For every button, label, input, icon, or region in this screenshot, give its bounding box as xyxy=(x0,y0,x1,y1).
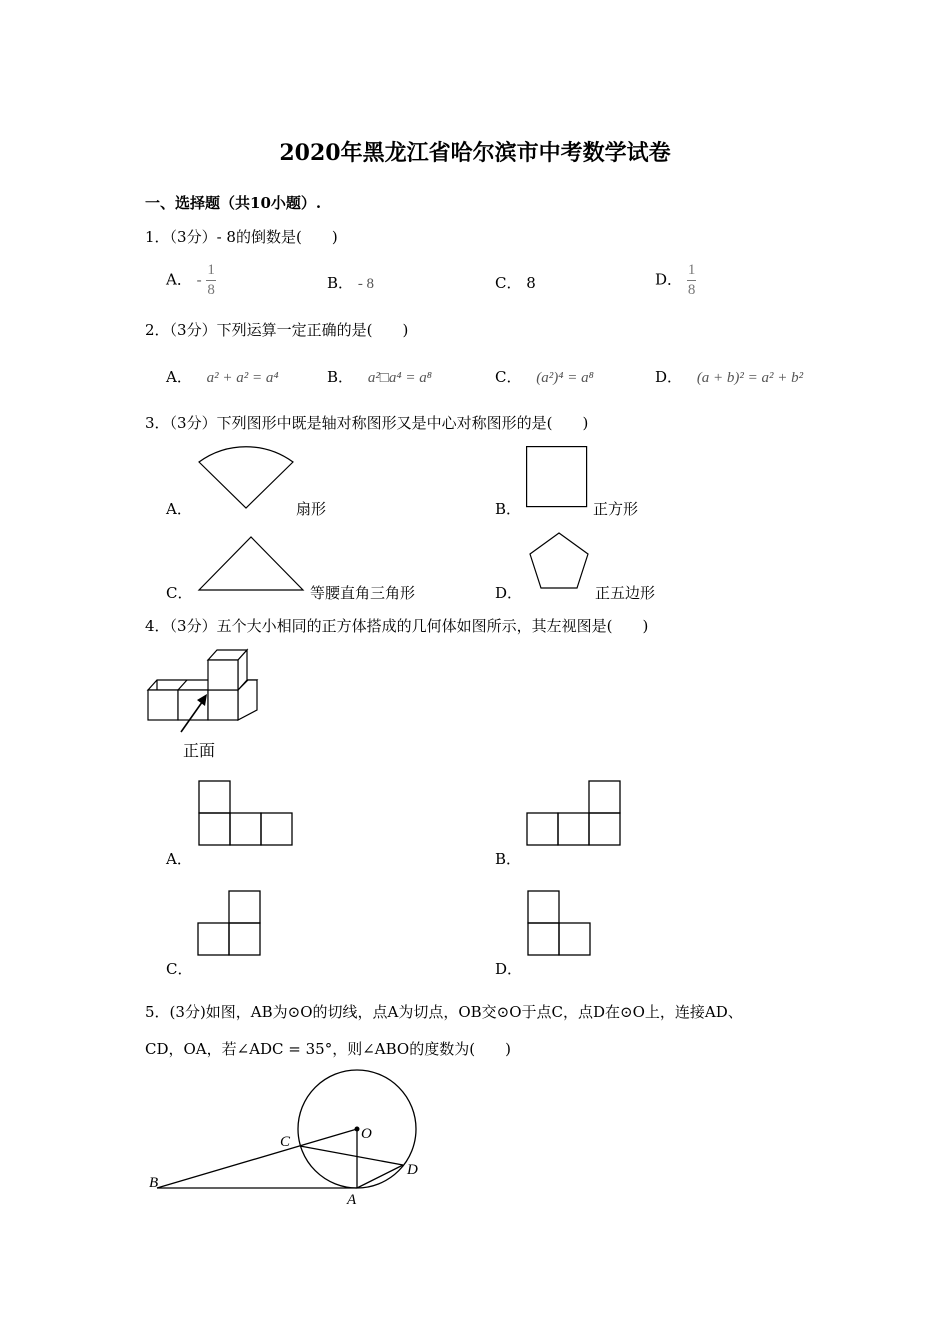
q4-option-a-label[interactable]: A． xyxy=(166,850,192,868)
q1-a-numerator: 1 xyxy=(206,263,216,281)
q2-option-b-label: B． xyxy=(327,368,354,386)
q1-option-a[interactable] xyxy=(166,263,216,298)
q1-option-d[interactable] xyxy=(655,263,696,298)
regular-pentagon-figure xyxy=(527,531,591,591)
q2-option-b[interactable] xyxy=(327,366,432,387)
q1-option-d-fraction xyxy=(687,263,697,298)
q2-option-a[interactable] xyxy=(166,366,279,387)
q2-option-d-expr: (a + b)² = a² + b² xyxy=(696,370,804,386)
q1-option-b-label: B． xyxy=(327,274,354,292)
question-5-line-1: 5．(3分)如图，AB为⊙O的切线，点A为切点，OB交⊙O于点C，点D在⊙O上，连接AD、 xyxy=(145,1003,743,1021)
q4-option-d-label[interactable]: D． xyxy=(495,960,523,978)
q4-option-c-view xyxy=(197,890,263,956)
q3-option-c-name: 等腰直角三角形 xyxy=(310,584,416,602)
q1-option-c[interactable] xyxy=(495,272,536,293)
q3-option-b-name: 正方形 xyxy=(593,500,639,518)
q4-option-d-view xyxy=(527,890,593,956)
q3-option-b-label[interactable]: B． xyxy=(495,500,522,518)
q1-option-b[interactable] xyxy=(327,272,374,293)
point-b-label: B xyxy=(149,1175,159,1191)
front-label: 正面 xyxy=(183,741,216,760)
point-c-label: C xyxy=(280,1134,291,1150)
q1-option-b-value: - 8 xyxy=(357,276,375,292)
point-a-label: A xyxy=(347,1192,357,1208)
q1-option-c-label: C． xyxy=(495,274,522,292)
question-5-line-2: CD，OA，若∠ADC = 35°，则∠ABO的度数为( ) xyxy=(145,1040,511,1058)
q2-option-c-label: C． xyxy=(495,368,522,386)
question-4-stem: 4．（3分）五个大小相同的正方体搭成的几何体如图所示，其左视图是( ) xyxy=(145,617,649,635)
q1-option-a-fraction xyxy=(206,263,216,298)
page-title: 2020年黑龙江省哈尔滨市中考数学试卷 xyxy=(279,140,671,166)
q4-option-b-view xyxy=(526,780,622,846)
q3-option-a-label[interactable]: A． xyxy=(166,500,192,518)
square-figure xyxy=(526,446,588,508)
q3-option-d-name: 正五边形 xyxy=(595,584,656,602)
question-3-stem: 3．（3分）下列图形中既是轴对称图形又是中心对称图形的是( ) xyxy=(145,414,589,432)
q1-d-numerator: 1 xyxy=(687,263,697,281)
q4-option-b-label[interactable]: B． xyxy=(495,850,522,868)
isosceles-right-triangle-figure xyxy=(198,536,304,592)
front-direction-arrow xyxy=(175,692,215,737)
q3-option-d-label[interactable]: D． xyxy=(495,584,523,602)
point-o-label: O xyxy=(361,1126,372,1142)
q1-option-d-label: D． xyxy=(655,270,683,289)
q3-option-c-label[interactable]: C． xyxy=(166,584,193,602)
q2-option-a-expr: a² + a² = a⁴ xyxy=(206,370,279,386)
q4-option-c-label[interactable]: C． xyxy=(166,960,193,978)
q2-option-a-label: A． xyxy=(166,368,192,386)
sector-figure xyxy=(196,446,296,506)
q2-option-c[interactable] xyxy=(495,366,594,387)
question-1-stem: 1．（3分）- 8的倒数是( ) xyxy=(145,228,338,246)
q1-option-c-value: 8 xyxy=(526,274,536,292)
q2-option-d-label: D． xyxy=(655,368,683,386)
q2-option-c-expr: (a²)⁴ = a⁸ xyxy=(536,370,594,386)
q1-option-a-sign: - xyxy=(196,272,202,289)
q1-option-a-label: A． xyxy=(166,270,192,289)
circle-tangent-figure xyxy=(145,1070,435,1210)
q1-a-denominator: 8 xyxy=(207,282,215,298)
point-d-label: D xyxy=(407,1162,418,1178)
question-2-stem: 2．（3分）下列运算一定正确的是( ) xyxy=(145,321,409,339)
q2-option-b-expr: a²□a⁴ = a⁸ xyxy=(367,370,432,386)
q1-d-denominator: 8 xyxy=(687,282,696,298)
q4-option-a-view xyxy=(198,780,294,846)
q3-option-a-name: 扇形 xyxy=(296,500,327,518)
q2-option-d[interactable] xyxy=(655,366,803,387)
section-heading: 一、选择题（共10小题）. xyxy=(145,194,322,212)
